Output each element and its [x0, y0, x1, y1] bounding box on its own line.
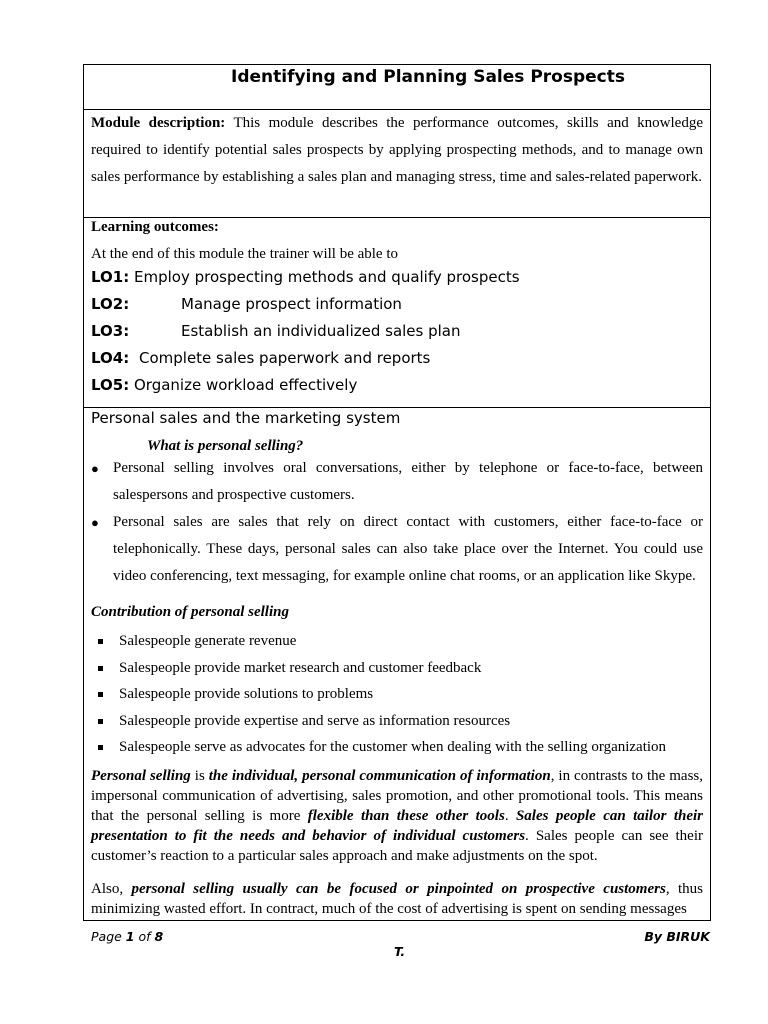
module-description [91, 110, 703, 191]
list-item: ● Personal selling involves oral conversations, either by telephone or face-to-face, between salespersons and prospective customers. [91, 455, 703, 509]
module-text: This module describes the performance outcomes, skills and knowledge required to identify potential sales prospects by applying prospecting methods, and to manage own sales performance by establishing a sales plan and managing stress, time and sales-related paperwork. [91, 115, 703, 185]
outcome-lo1: LO1: Employ prospecting methods and qualify prospects [91, 268, 520, 286]
list-item: Salespeople generate revenue [91, 628, 703, 655]
paragraph-personal-selling: Personal selling is the individual, personal communication of information, in contrasts to the mass, impersonal communication of advertising, sales promotion, and other promotional tools. This means that the personal selling is more flexible than these other tools. Sales people can tailor their presentation to fit the needs and behavior of individual customers. Sales people can see their customer’s reaction to a particular sales approach and make adjustments on the spot. [91, 767, 703, 864]
outcome-lo4: LO4: Complete sales paperwork and reports [91, 349, 431, 367]
outcome-lo3: LO3: Establish an individualized sales plan [91, 322, 461, 340]
page-number: Page 1 of 8 [91, 929, 164, 944]
square-bullet-icon [98, 692, 103, 697]
list-item: ● Personal sales are sales that rely on direct contact with customers, either face-to-face or telephonically. These days, personal sales can also take place over the Internet. You could use video conferencing, text messaging, for example online chat rooms, or an application like Skype. [91, 509, 703, 590]
learning-outcomes-heading: Learning outcomes: [91, 219, 219, 235]
square-bullet-icon [98, 719, 103, 724]
module-description-row [84, 110, 710, 218]
list-item: Salespeople provide solutions to problems [91, 681, 703, 708]
bullet-icon: ● [91, 461, 99, 476]
learning-outcomes-intro: At the end of this module the trainer will be able to [91, 246, 399, 262]
square-bullet-icon [98, 666, 103, 671]
list-item: Salespeople provide expertise and serve as information resources [91, 708, 703, 735]
learning-outcomes-row [84, 218, 710, 408]
square-bullet-icon [98, 639, 103, 644]
content-section [84, 408, 710, 919]
outcome-list [91, 264, 703, 399]
question-heading: What is personal selling? [147, 438, 304, 454]
contribution-list [91, 622, 703, 761]
list-item: Salespeople provide market research and customer feedback [91, 655, 703, 682]
outcome-lo5: LO5: Organize workload effectively [91, 376, 358, 394]
list-item: Salespeople serve as advocates for the customer when dealing with the selling organization [91, 734, 703, 761]
section-title: Personal sales and the marketing system [91, 409, 401, 427]
paragraph-focused-selling: Also, personal selling usually can be focused or pinpointed on prospective customers, thus minimizing wasted effort. In contract, much of the cost of advertising is spent on sending messages [91, 880, 703, 917]
module-label: Module description: [91, 115, 226, 131]
document-frame [83, 64, 711, 921]
square-bullet-icon [98, 745, 103, 750]
bullet-list [91, 455, 703, 590]
outcome-lo2: LO2: Manage prospect information [91, 295, 402, 313]
page-title: Identifying and Planning Sales Prospects [231, 67, 625, 87]
title-row [84, 65, 710, 110]
author-name: By BIRUK [644, 929, 710, 944]
contribution-heading: Contribution of personal selling [91, 604, 289, 620]
bullet-icon: ● [91, 515, 99, 530]
author-initial: T. [394, 944, 406, 959]
